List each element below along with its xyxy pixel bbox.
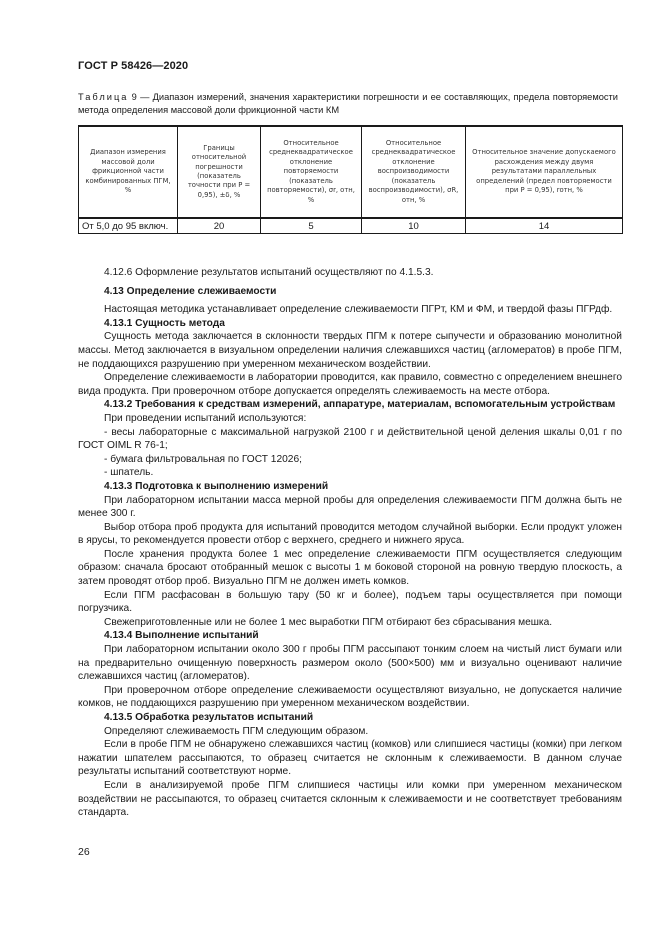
paragraph: Определение слеживаемости в лаборатории проводится, как правило, совместно с определением внешнего вида продукта. При проверочном отборе допускается определять слеживаемость на месте отбора. xyxy=(78,372,622,397)
table-header-cell: Диапазон измерения массовой доли фрикционной части комбинированных ПГМ, % xyxy=(79,126,178,218)
paragraph: 4.12.6 Оформление результатов испытаний осуществляют по 4.1.5.3. xyxy=(104,267,434,278)
paragraph: - весы лабораторные с максимальной нагрузкой 2100 г и действительной ценой деления шкалы 0,01 г по ГОСТ OIML R 76-1; xyxy=(78,426,622,452)
paragraph: Если ПГМ расфасован в большую тару (50 кг и более), подъем тары осуществляется при помощи погрузчика. xyxy=(78,589,622,615)
table-row xyxy=(79,218,623,234)
table-header-cell: Относительное среднеквадратическое отклонение воспроизводимости (показатель воспроизводимости), σR, отн, % xyxy=(362,126,466,218)
paragraph: При проведении испытаний используются: xyxy=(104,412,307,424)
paragraph: Если в пробе ПГМ не обнаружено слежавшихся частиц (комков) или слипшиеся частицы (комки) при легком нажатии шпателем рассыпаются, то образец считается не склонным к слеживаемости. В данном случае результаты испытаний соответствуют норме. xyxy=(78,739,622,778)
table-caption-label: Таблица xyxy=(78,92,129,102)
section-heading: 4.13.1 Сущность метода xyxy=(104,317,225,329)
section-heading: 4.13 Определение слеживаемости xyxy=(104,285,277,297)
table-header-cell: Относительное среднеквадратическое отклонение повторяемости (показатель повторяемости), σr, отн, % xyxy=(261,126,362,218)
paragraph: При проверочном отборе определение слеживаемости осуществляют визуально, не допускается наличие комков, не поддающихся разрушению при умеренном механическом воздействии. xyxy=(78,684,622,710)
table-header-cell: Относительное значение допускаемого расхождения между двумя результатами параллельных определений (предел повторяемости при Р = 0,95), rотн, % xyxy=(466,126,623,218)
table-header-row xyxy=(79,126,623,218)
paragraph: После хранения продукта более 1 мес определение слеживаемости ПГМ осуществляется следующим образом: сначала бросают отобранный мешок с высоты 1 м боковой стороной на ровную твердую плоскость, а затем проводят отбор проб. Визуально ПГМ не должен иметь комков. xyxy=(78,548,622,588)
paragraph: При лабораторном испытании масса мерной пробы для определения слеживаемости ПГМ должна быть не менее 300 г. xyxy=(78,494,622,520)
section-heading: 4.13.4 Выполнение испытаний xyxy=(104,630,259,642)
paragraph: Если в анализируемой пробе ПГМ слипшиеся частицы или комки при умеренном механическом воздействии не рассыпаются, то образец считается склонным к слеживаемости и не соответствует требованиям стандарта. xyxy=(78,779,622,819)
section-heading: 4.13.2 Требования к средствам измерений, аппаратуре, материалам, вспомогательным устройствам xyxy=(104,399,616,411)
paragraph: При лабораторном испытании около 300 г пробы ПГМ рассыпают тонким слоем на чистый лист бумаги или на предварительно очищенную поверхность размером около (500×500) мм и визуально оценивают наличие слежавшихся частиц (агломератов). xyxy=(78,644,622,683)
section-heading: 4.13.3 Подготовка к выполнению измерений xyxy=(104,480,329,492)
paragraph: Выбор отбора проб продукта для испытаний проводится методом случайной выборки. Если продукт уложен в ярусы, то рекомендуется провести отбор с верхнего, среднего и нижнего яруса. xyxy=(78,521,622,547)
table-cell: 14 xyxy=(466,218,623,234)
paragraph: Определяют слеживаемость ПГМ следующим образом. xyxy=(104,725,369,737)
document-header: ГОСТ Р 58426—2020 xyxy=(78,60,189,72)
table-cell: От 5,0 до 95 включ. xyxy=(79,218,178,234)
measurement-range-table xyxy=(78,125,623,234)
table-caption xyxy=(78,91,618,117)
body-text xyxy=(78,266,622,820)
paragraph: Свежеприготовленные или не более 1 мес выработки ПГМ отбирают без сбрасывания мешка. xyxy=(104,616,553,628)
section-heading: 4.13.5 Обработка результатов испытаний xyxy=(104,712,314,723)
table-caption-text: 9 — Диапазон измерений, значения характеристики погрешности и ее составляющих, предела повторяемости метода определения массовой доли фрикционной части КМ xyxy=(78,92,618,115)
paragraph: Сущность метода заключается в склонности твердых ПГМ к потере сыпучести и образованию монолитной массы. Метод заключается в визуальном определении наличия слежавшихся частиц (агломератов) в пробе ПГМ, не поддающихся разрушению при умеренном механическом воздействии. xyxy=(78,331,622,370)
table-header-cell: Границы относительной погрешности (показатель точности при Р = 0,95), ±δ, % xyxy=(178,126,261,218)
table-cell: 20 xyxy=(178,218,261,234)
paragraph: - шпатель. xyxy=(104,467,154,479)
paragraph: - бумага фильтровальная по ГОСТ 12026; xyxy=(104,453,302,465)
page-number: 26 xyxy=(78,846,90,858)
table-cell: 10 xyxy=(362,218,466,234)
paragraph: Настоящая методика устанавливает определение слеживаемости ПГРт, КМ и ФМ, и твердой фазы ПГРдф. xyxy=(104,304,613,316)
table-cell: 5 xyxy=(261,218,362,234)
